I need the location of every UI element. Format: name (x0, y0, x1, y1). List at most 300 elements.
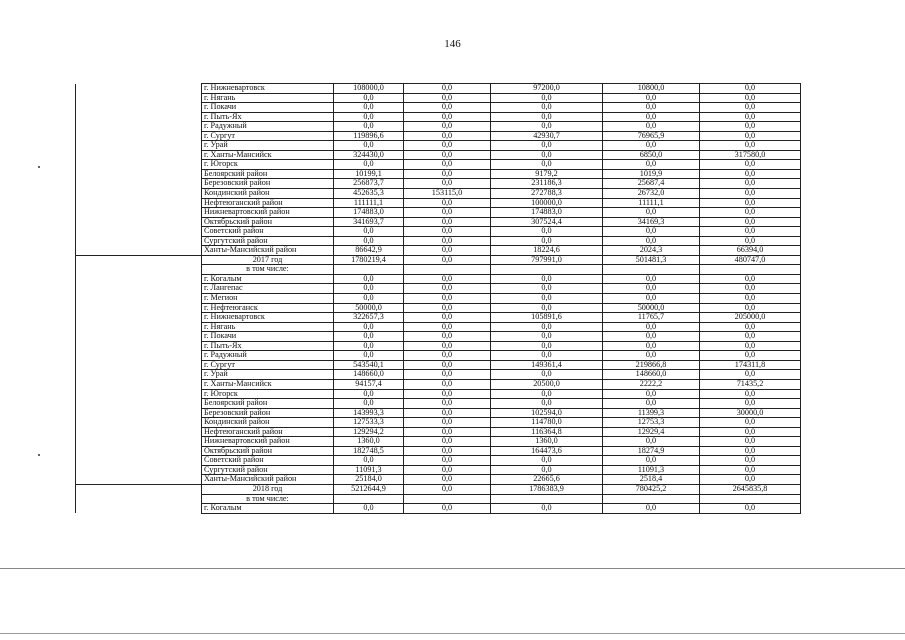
value-cell: 0,0 (603, 141, 700, 151)
table-row (76, 246, 801, 256)
table-row (76, 84, 801, 94)
row-label: г. Покачи (202, 103, 334, 113)
value-cell: 0,0 (334, 112, 404, 122)
table-row (76, 437, 801, 447)
row-label: г. Нягань (202, 322, 334, 332)
value-cell: 0,0 (404, 408, 491, 418)
blank-left-cell (76, 360, 202, 370)
value-cell: 11399,3 (603, 408, 700, 418)
value-cell: 102594,0 (491, 408, 603, 418)
value-cell: 0,0 (700, 217, 801, 227)
value-cell: 0,0 (491, 456, 603, 466)
value-cell: 0,0 (603, 122, 700, 132)
row-label: в том числе: (202, 265, 334, 275)
row-label: Нефтеюганский район (202, 427, 334, 437)
table-row (76, 341, 801, 351)
value-cell: 0,0 (404, 131, 491, 141)
row-label: г. Нижневартовск (202, 84, 334, 94)
blank-left-cell (76, 465, 202, 475)
scan-line (0, 568, 905, 569)
table-row (76, 131, 801, 141)
value-cell: 0,0 (700, 274, 801, 284)
value-cell: 0,0 (700, 284, 801, 294)
value-cell: 0,0 (700, 131, 801, 141)
row-label: г. Сургут (202, 360, 334, 370)
value-cell: 50000,0 (334, 303, 404, 313)
table-row (76, 494, 801, 504)
table-row (76, 322, 801, 332)
table-row (76, 427, 801, 437)
value-cell: 108000,0 (334, 84, 404, 94)
value-cell: 25687,4 (603, 179, 700, 189)
value-cell: 0,0 (700, 465, 801, 475)
table-row (76, 103, 801, 113)
value-cell: 22665,6 (491, 475, 603, 485)
value-cell: 0,0 (404, 360, 491, 370)
value-cell (334, 494, 404, 504)
blank-left-cell (76, 189, 202, 199)
value-cell: 127533,3 (334, 418, 404, 428)
blank-left-cell (76, 198, 202, 208)
blank-left-cell (76, 103, 202, 113)
row-label: г. Ханты-Мансийск (202, 150, 334, 160)
value-cell: 0,0 (700, 294, 801, 304)
value-cell: 452635,3 (334, 189, 404, 199)
value-cell: 0,0 (334, 103, 404, 113)
row-label: г. Югорск (202, 160, 334, 170)
value-cell: 0,0 (491, 294, 603, 304)
value-cell: 0,0 (603, 93, 700, 103)
value-cell: 0,0 (603, 284, 700, 294)
value-cell: 11091,3 (603, 465, 700, 475)
value-cell: 0,0 (404, 150, 491, 160)
table-row (76, 198, 801, 208)
blank-left-cell (76, 294, 202, 304)
table-row (76, 93, 801, 103)
value-cell (334, 265, 404, 275)
value-cell: 0,0 (491, 332, 603, 342)
value-cell: 0,0 (334, 341, 404, 351)
value-cell: 0,0 (603, 322, 700, 332)
value-cell: 164473,6 (491, 446, 603, 456)
value-cell: 0,0 (700, 189, 801, 199)
value-cell: 0,0 (603, 399, 700, 409)
value-cell (603, 265, 700, 275)
value-cell: 0,0 (700, 179, 801, 189)
value-cell: 148660,0 (334, 370, 404, 380)
row-label: 2018 год (202, 484, 334, 494)
data-table (75, 83, 801, 514)
blank-left-cell (76, 456, 202, 466)
blank-left-cell (76, 379, 202, 389)
table-row (76, 370, 801, 380)
value-cell: 0,0 (603, 208, 700, 218)
page-number: 146 (444, 38, 461, 50)
row-label: г. Когалым (202, 504, 334, 514)
value-cell: 0,0 (700, 456, 801, 466)
row-label: Нефтеюганский район (202, 198, 334, 208)
value-cell: 0,0 (491, 150, 603, 160)
value-cell: 0,0 (700, 227, 801, 237)
value-cell: 0,0 (603, 236, 700, 246)
blank-left-cell (76, 255, 202, 265)
blank-left-cell (76, 504, 202, 514)
value-cell: 0,0 (603, 456, 700, 466)
value-cell: 501481,3 (603, 255, 700, 265)
row-label: Березовский район (202, 179, 334, 189)
table-row (76, 189, 801, 199)
table-row (76, 265, 801, 275)
blank-left-cell (76, 122, 202, 132)
row-label: Березовский район (202, 408, 334, 418)
blank-left-cell (76, 131, 202, 141)
value-cell: 0,0 (700, 112, 801, 122)
value-cell: 71435,2 (700, 379, 801, 389)
value-cell: 0,0 (700, 389, 801, 399)
value-cell: 0,0 (700, 322, 801, 332)
value-cell: 11091,3 (334, 465, 404, 475)
blank-left-cell (76, 236, 202, 246)
blank-left-cell (76, 370, 202, 380)
value-cell: 0,0 (491, 103, 603, 113)
blank-left-cell (76, 217, 202, 227)
value-cell: 0,0 (603, 227, 700, 237)
value-cell: 0,0 (700, 198, 801, 208)
value-cell: 34169,3 (603, 217, 700, 227)
value-cell: 0,0 (404, 399, 491, 409)
blank-left-cell (76, 274, 202, 284)
value-cell: 0,0 (404, 475, 491, 485)
value-cell: 11765,7 (603, 313, 700, 323)
value-cell: 0,0 (404, 446, 491, 456)
row-label: г. Урай (202, 370, 334, 380)
value-cell: 116364,8 (491, 427, 603, 437)
row-label: г. Лангепас (202, 284, 334, 294)
value-cell: 322657,3 (334, 313, 404, 323)
value-cell: 114780,0 (491, 418, 603, 428)
row-label: Ханты-Мансийский район (202, 475, 334, 485)
row-label: Белоярский район (202, 169, 334, 179)
table-row (76, 399, 801, 409)
blank-left-cell (76, 112, 202, 122)
row-label: 2017 год (202, 255, 334, 265)
blank-left-cell (76, 494, 202, 504)
value-cell: 129294,2 (334, 427, 404, 437)
blank-left-cell (76, 227, 202, 237)
value-cell: 0,0 (700, 504, 801, 514)
table-row (76, 208, 801, 218)
value-cell: 1360,0 (491, 437, 603, 447)
row-label: Сургутский район (202, 465, 334, 475)
blank-left-cell (76, 399, 202, 409)
value-cell: 0,0 (334, 160, 404, 170)
table-row (76, 227, 801, 237)
table-row (76, 379, 801, 389)
value-cell: 0,0 (404, 208, 491, 218)
table-row (76, 141, 801, 151)
scan-line (0, 633, 905, 634)
row-label: Советский район (202, 227, 334, 237)
value-cell: 543540,1 (334, 360, 404, 370)
value-cell: 0,0 (404, 141, 491, 151)
value-cell: 2024,3 (603, 246, 700, 256)
value-cell: 0,0 (334, 284, 404, 294)
value-cell: 0,0 (404, 341, 491, 351)
value-cell: 0,0 (700, 208, 801, 218)
table-row (76, 284, 801, 294)
value-cell: 219866,8 (603, 360, 700, 370)
value-cell: 0,0 (700, 122, 801, 132)
value-cell: 0,0 (603, 341, 700, 351)
value-cell: 10199,1 (334, 169, 404, 179)
value-cell: 0,0 (491, 322, 603, 332)
value-cell: 0,0 (491, 399, 603, 409)
blank-left-cell (76, 389, 202, 399)
value-cell: 174311,8 (700, 360, 801, 370)
table-row (76, 112, 801, 122)
value-cell: 11111,1 (603, 198, 700, 208)
value-cell: 153115,0 (404, 189, 491, 199)
value-cell: 20500,0 (491, 379, 603, 389)
value-cell: 0,0 (404, 504, 491, 514)
row-label: Кондинский район (202, 418, 334, 428)
value-cell: 0,0 (700, 160, 801, 170)
value-cell: 0,0 (491, 112, 603, 122)
table-row (76, 418, 801, 428)
blank-left-cell (76, 427, 202, 437)
row-label: г. Югорск (202, 389, 334, 399)
value-cell: 0,0 (334, 332, 404, 342)
value-cell: 0,0 (334, 122, 404, 132)
row-label: г. Радужный (202, 122, 334, 132)
value-cell: 0,0 (404, 437, 491, 447)
value-cell (700, 494, 801, 504)
value-cell: 0,0 (404, 322, 491, 332)
row-label: г. Нижневартовск (202, 313, 334, 323)
value-cell: 0,0 (404, 294, 491, 304)
blank-left-cell (76, 303, 202, 313)
value-cell: 111111,1 (334, 198, 404, 208)
value-cell: 0,0 (700, 427, 801, 437)
table-row (76, 456, 801, 466)
blank-left-cell (76, 179, 202, 189)
blank-left-cell (76, 284, 202, 294)
value-cell: 50000,0 (603, 303, 700, 313)
value-cell: 0,0 (700, 341, 801, 351)
value-cell: 0,0 (700, 370, 801, 380)
value-cell (491, 494, 603, 504)
value-cell: 42930,7 (491, 131, 603, 141)
blank-left-cell (76, 475, 202, 485)
value-cell: 0,0 (404, 332, 491, 342)
value-cell: 0,0 (491, 370, 603, 380)
value-cell: 0,0 (404, 370, 491, 380)
value-cell: 148660,0 (603, 370, 700, 380)
value-cell: 0,0 (404, 484, 491, 494)
row-label: г. Когалым (202, 274, 334, 284)
value-cell: 0,0 (404, 418, 491, 428)
value-cell: 324430,0 (334, 150, 404, 160)
value-cell: 0,0 (491, 160, 603, 170)
row-label: Октябрьский район (202, 217, 334, 227)
value-cell: 0,0 (404, 351, 491, 361)
value-cell: 1360,0 (334, 437, 404, 447)
table-row (76, 255, 801, 265)
table-row (76, 465, 801, 475)
table-row (76, 504, 801, 514)
blank-left-cell (76, 408, 202, 418)
value-cell: 0,0 (700, 236, 801, 246)
value-cell: 2518,4 (603, 475, 700, 485)
table-row (76, 446, 801, 456)
value-cell: 0,0 (700, 437, 801, 447)
value-cell (603, 494, 700, 504)
value-cell: 12929,4 (603, 427, 700, 437)
value-cell: 0,0 (603, 351, 700, 361)
blank-left-cell (76, 446, 202, 456)
value-cell: 0,0 (404, 465, 491, 475)
blank-left-cell (76, 160, 202, 170)
value-cell: 0,0 (334, 236, 404, 246)
blank-left-cell (76, 351, 202, 361)
value-cell: 0,0 (603, 294, 700, 304)
value-cell: 0,0 (404, 93, 491, 103)
value-cell: 0,0 (404, 246, 491, 256)
value-cell: 0,0 (603, 160, 700, 170)
value-cell: 182748,5 (334, 446, 404, 456)
value-cell: 0,0 (700, 332, 801, 342)
value-cell: 94157,4 (334, 379, 404, 389)
value-cell: 0,0 (334, 322, 404, 332)
row-label: г. Мегион (202, 294, 334, 304)
row-label: г. Урай (202, 141, 334, 151)
value-cell: 0,0 (404, 389, 491, 399)
margin-mark (38, 166, 40, 168)
value-cell: 0,0 (700, 141, 801, 151)
margin-mark (38, 454, 40, 456)
value-cell: 0,0 (334, 141, 404, 151)
value-cell: 0,0 (334, 389, 404, 399)
value-cell: 0,0 (603, 103, 700, 113)
value-cell: 0,0 (404, 227, 491, 237)
table-row (76, 236, 801, 246)
value-cell: 0,0 (700, 84, 801, 94)
value-cell: 0,0 (334, 294, 404, 304)
value-cell: 0,0 (491, 465, 603, 475)
value-cell: 5212644,9 (334, 484, 404, 494)
row-label: г. Нефтеюганск (202, 303, 334, 313)
value-cell: 66394,0 (700, 246, 801, 256)
value-cell: 0,0 (404, 122, 491, 132)
value-cell: 0,0 (491, 274, 603, 284)
blank-left-cell (76, 418, 202, 428)
table-row (76, 160, 801, 170)
value-cell: 0,0 (404, 84, 491, 94)
value-cell: 0,0 (603, 332, 700, 342)
value-cell: 143993,3 (334, 408, 404, 418)
value-cell (404, 265, 491, 275)
blank-left-cell (76, 84, 202, 94)
value-cell: 174883,0 (491, 208, 603, 218)
row-label: Белоярский район (202, 399, 334, 409)
table-row (76, 274, 801, 284)
value-cell: 0,0 (404, 456, 491, 466)
value-cell: 18274,9 (603, 446, 700, 456)
value-cell: 0,0 (603, 274, 700, 284)
table-row (76, 484, 801, 494)
value-cell: 9179,2 (491, 169, 603, 179)
value-cell: 0,0 (491, 389, 603, 399)
value-cell: 0,0 (334, 274, 404, 284)
value-cell: 30000,0 (700, 408, 801, 418)
value-cell: 256873,7 (334, 179, 404, 189)
value-cell: 0,0 (700, 103, 801, 113)
row-label: г. Ханты-Мансийск (202, 379, 334, 389)
value-cell: 1019,9 (603, 169, 700, 179)
value-cell: 86642,9 (334, 246, 404, 256)
table-row (76, 313, 801, 323)
value-cell: 307524,4 (491, 217, 603, 227)
value-cell: 1780219,4 (334, 255, 404, 265)
value-cell: 0,0 (491, 341, 603, 351)
value-cell: 100000,0 (491, 198, 603, 208)
value-cell: 0,0 (491, 504, 603, 514)
blank-left-cell (76, 208, 202, 218)
value-cell: 0,0 (603, 389, 700, 399)
value-cell: 0,0 (700, 418, 801, 428)
value-cell: 105891,6 (491, 313, 603, 323)
value-cell: 0,0 (700, 93, 801, 103)
row-label: Кондинский район (202, 189, 334, 199)
value-cell: 0,0 (603, 504, 700, 514)
value-cell: 0,0 (334, 93, 404, 103)
value-cell: 0,0 (491, 93, 603, 103)
blank-left-cell (76, 332, 202, 342)
value-cell: 0,0 (404, 179, 491, 189)
value-cell: 0,0 (334, 227, 404, 237)
row-label: г. Покачи (202, 332, 334, 342)
value-cell: 0,0 (334, 456, 404, 466)
value-cell: 12753,3 (603, 418, 700, 428)
table-row (76, 150, 801, 160)
value-cell: 6850,0 (603, 150, 700, 160)
value-cell: 0,0 (404, 427, 491, 437)
value-cell: 797991,0 (491, 255, 603, 265)
value-cell: 0,0 (700, 399, 801, 409)
blank-left-cell (76, 246, 202, 256)
value-cell: 0,0 (404, 303, 491, 313)
table-row (76, 169, 801, 179)
value-cell: 0,0 (700, 351, 801, 361)
value-cell: 174883,0 (334, 208, 404, 218)
value-cell: 1786383,9 (491, 484, 603, 494)
blank-left-cell (76, 313, 202, 323)
value-cell: 0,0 (491, 141, 603, 151)
value-cell: 0,0 (491, 303, 603, 313)
value-cell: 0,0 (334, 351, 404, 361)
value-cell: 0,0 (491, 227, 603, 237)
value-cell: 0,0 (334, 504, 404, 514)
value-cell: 0,0 (404, 313, 491, 323)
value-cell: 0,0 (404, 112, 491, 122)
row-label: Ханты-Мансийский район (202, 246, 334, 256)
value-cell: 0,0 (491, 351, 603, 361)
value-cell: 272788,3 (491, 189, 603, 199)
value-cell: 480747,0 (700, 255, 801, 265)
blank-left-cell (76, 150, 202, 160)
blank-left-cell (76, 484, 202, 494)
table-row (76, 179, 801, 189)
